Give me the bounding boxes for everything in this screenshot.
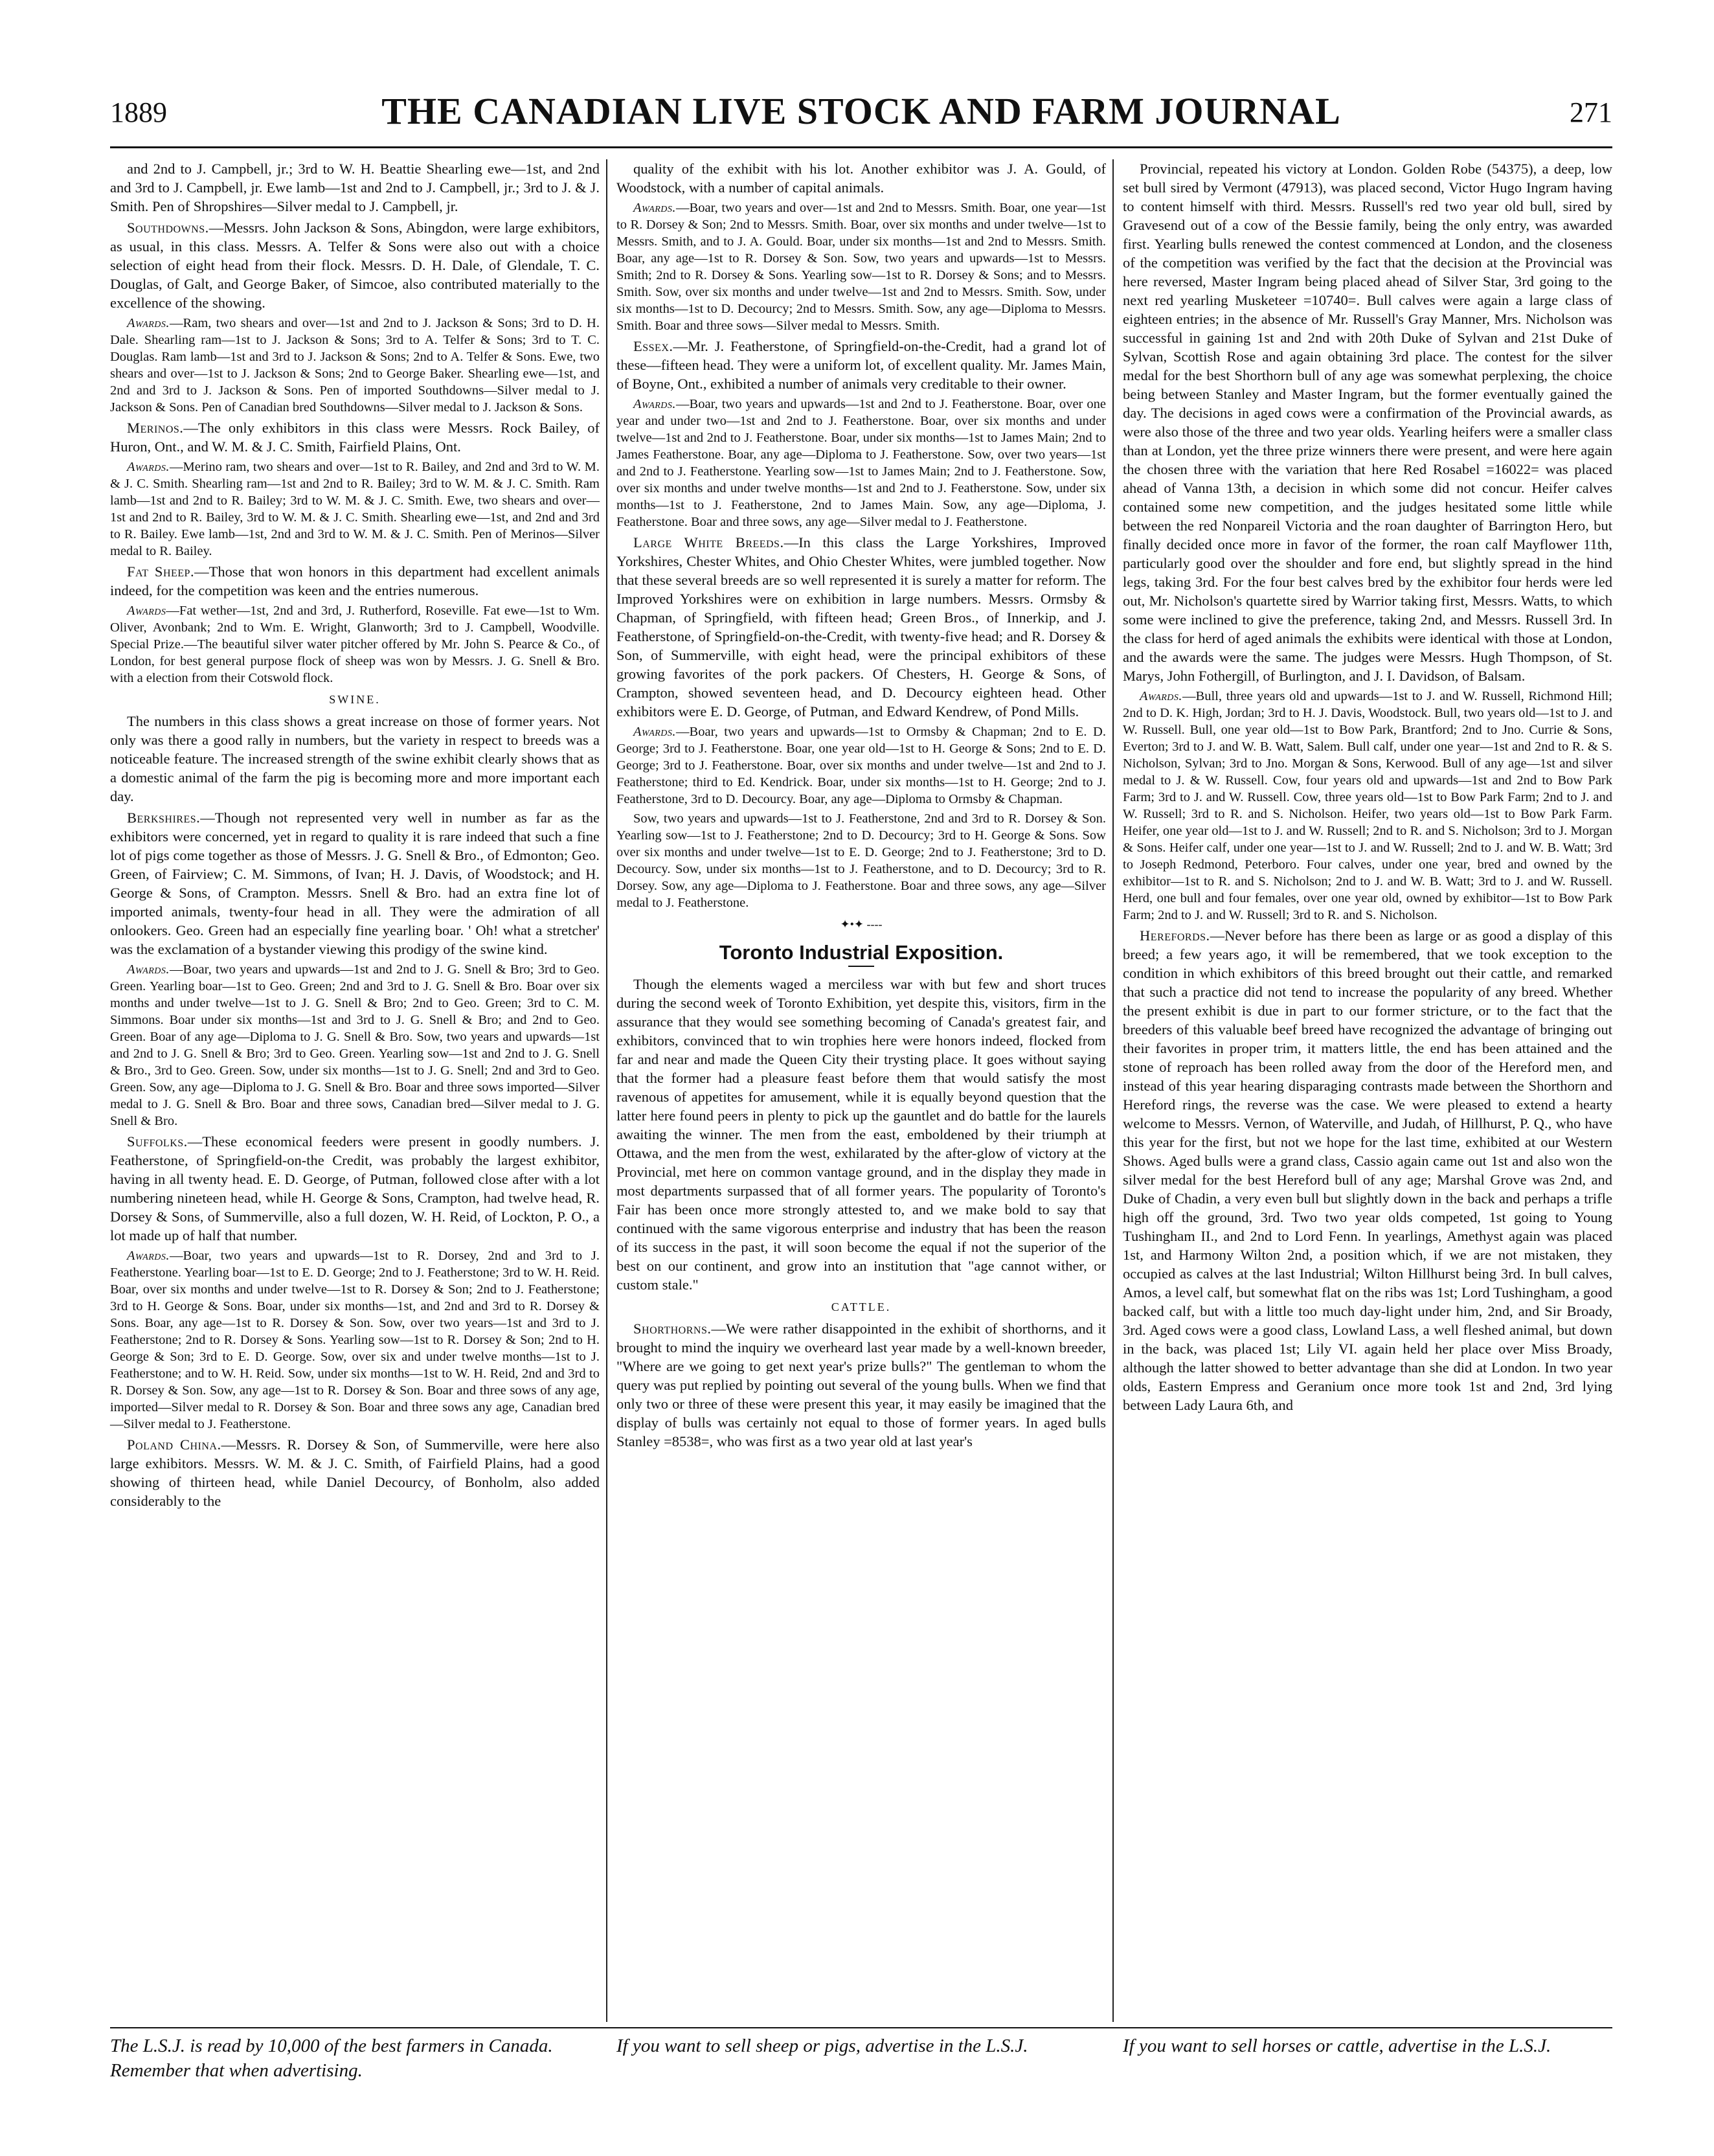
article-paragraph — [110, 1435, 600, 1510]
paragraph-text: —Those that won honors in this department had excellent animals indeed, for the competition was keen and the entries numerous. — [110, 563, 600, 598]
article-paragraph — [616, 533, 1106, 721]
ornament-divider: ✦•✦ ---- — [840, 918, 883, 931]
header-rule — [110, 146, 1612, 148]
paragraph-text: —Messrs. R. Dorsey & Son, of Summerville, were here also large exhibitors. Messrs. W. M. & J. C. Smith, of Fairfield Plains, had a good showing of thirteen head, while Daniel Decourcy, of Bonholm, also added considerably to the — [110, 1436, 600, 1509]
awards-paragraph — [110, 961, 600, 1129]
paragraph-text: —Messrs. John Jackson & Sons, Abingdon, were large exhibitors, as usual, in this class. Messrs. A. Telfer & Sons were also out with a choice selection of eight head from their flock. Messrs. D. H. Dale, of Glendale, T. C. Douglas, of Galt, and George Baker, of Simcoe, also contributed materially to the excellence of the showing. — [110, 220, 600, 311]
paragraph-text: —We were rather disappointed in the exhibit of shorthorns, and it brought to mind the inquiry we overheard last year made by a well-known breeder, "Where are we going to get next year's prize bulls?" The gentleman to whom the query was put replied by pointing out several of the young bulls. When we find that only two or three of these were present this year, it may easily be imagined that the display of bulls was certainly not equal to those of former years. In aged bulls Stanley =8538=, who was first as a two year old at last year's — [616, 1321, 1106, 1449]
column-2-bottom — [616, 975, 1106, 1451]
article-paragraph — [110, 808, 600, 959]
awards-paragraph — [1123, 688, 1612, 924]
paragraph-text: Though the elements waged a merciless war with but few and short truces during the second week of Toronto Exhibition, yet despite this, visitors, firm in the assurance that they would see something becoming of Canada's greatest fair, and exhibitors, convinced that to win trophies here were honors indeed, flocked from far and near and made the Queen City their trysting place. It goes without saying that the former had a pleasure feast before them that would satisfy the most ravenous of appetites for amusement, while it is equally beyond question that the latter here found peers in plenty to pick up the gauntlet and do battle for the laurels awaiting the winner. The men from the east, emboldened by their triumph at Ottawa, and the men from the west, exhilarated by the after-glow of victory at the Provincial, met here on common vantage ground, and in the display they made in most departments surpassed that of all former years. The popularity of Toronto's Fair has been once more strongly attested to, and we make bold to say that continued with the same vigorous enterprise and industry that has been the reason of its success in the past, it will soon become the equal if not the superior of the best on our continent, and grow into an institution that "age cannot wither, or custom stale." — [616, 976, 1106, 1293]
article-paragraph — [110, 712, 600, 806]
paragraph-text: —In this class the Large Yorkshires, Improved Yorkshires, Chester Whites, and Ohio Chester Whites, were jumbled together. Now that these several breeds are so well represented it is surely a matter for reform. The Improved Yorkshires were on exhibition in large numbers. Messrs. Ormsby & Chapman, of Springfield, with fifteen head; Green Bros., of Innerkip, and J. Featherstone, of Springfield-on-the-Credit, with twenty-five head; and R. Dorsey & Son, of Summerville, with eight head, were the principal exhibitors of these growing favorites of the pork packers. Of Chesters, H. George & Sons, of Crampton, showed seventeen head, and D. Decourcy eighteen head. Other exhibitors were E. D. George, of Putman, and Edward Kendrew, of Pond Mills. — [616, 534, 1106, 720]
subsection-heading: SWINE. — [329, 693, 381, 706]
paragraph-text: The numbers in this class shows a great increase on those of former years. Not only was there a good rally in numbers, but the variety in respect to breeds was a noticeable feature. The increased strength of the swine exhibit clearly shows that as a domestic animal of the farm the pig is becoming more and more important each day. — [110, 713, 600, 804]
article-paragraph — [1123, 926, 1612, 1414]
paragraph-text: and 2nd to J. Campbell, jr.; 3rd to W. H. Beattie Shearling ewe—1st, and 2nd and 3rd to J. Campbell, jr. Ewe lamb—1st and 2nd to J. Campbell, jr.; 3rd to J. & J. Smith. Pen of Shropshires—Silver medal to J. Campbell, jr. — [110, 161, 600, 214]
paragraph-lead: Merinos. — [127, 420, 184, 436]
paragraph-lead: Awards. — [127, 460, 170, 474]
section-title: Toronto Industrial Exposition. — [719, 941, 1004, 964]
article-paragraph — [110, 159, 600, 216]
title-rule — [848, 966, 874, 967]
paragraph-lead: Southdowns. — [127, 220, 209, 236]
subsection-heading: CATTLE. — [831, 1300, 892, 1313]
awards-paragraph — [616, 723, 1106, 808]
awards-paragraph — [110, 315, 600, 416]
column-separator — [606, 159, 607, 2022]
footer-middle: If you want to sell sheep or pigs, advertise in the L.S.J. — [616, 2036, 1028, 2056]
footer-right: If you want to sell horses or cattle, advertise in the L.S.J. — [1123, 2036, 1551, 2056]
article-paragraph — [110, 1132, 600, 1245]
paragraph-text: —Fat wether—1st, 2nd and 3rd, J. Rutherford, Roseville. Fat ewe—1st to Wm. Oliver, Avonbank; 2nd to Wm. E. Wright, Glanworth; 3rd to J. Campbell, Woodville. Special Prize.—The beautiful silver water pitcher offered by Mr. John S. Pearce & Co., of London, for best general purpose flock of sheep was won by Messrs. J. G. Snell & Bro. with a election from their Cotswold flock. — [110, 604, 600, 685]
paragraph-text: —The only exhibitors in this class were Messrs. Rock Bailey, of Huron, Ont., and W. M. & J. C. Smith, Fairfield Plains, Ont. — [110, 420, 600, 455]
paragraph-lead: Awards. — [127, 962, 170, 977]
paragraph-text: —Boar, two years and upwards—1st and 2nd to J. Featherstone. Boar, over one year and under two—1st and 2nd to J. Featherstone. Boar, over six months and under twelve—1st and 2nd to J. Featherstone. Boar, under six months—1st to James Main; 2nd to James Featherstone. Boar, any age—Diploma to J. Featherstone. Sow, over two years—1st and 2nd to J. Featherstone. Yearling sow—1st to James Main; 2nd to J. Featherstone. Sow, over six months and under twelve months—1st and 2nd to J. Featherstone. Sow, under six months—1st to J. Featherstone, 2nd to James Main. Sow, any age—Diploma, J. Featherstone. Boar and three sows, any age—Silver medal to J. Featherstone. — [616, 397, 1106, 529]
article-paragraph — [110, 418, 600, 456]
article-paragraph — [110, 218, 600, 312]
paragraph-text: —Boar, two years and upwards—1st and 2nd to J. G. Snell & Bro; 3rd to Geo. Green. Yearling boar—1st to Geo. Green; 2nd and 3rd to J. G. Snell & Bro. Boar over six months and under twelve—1st to J. G. Snell & Bro; 2nd to Geo. Green; 3rd to C. M. Simmons. Boar under six months—1st and 3rd to J. G. Snell & Bro; and 2nd to Geo. Green. Boar of any age—Diploma to J. G. Snell & Bro. Sow, two years and upwards—1st and 2nd to J. G. Snell & Bro; 3rd to Geo. Green. Yearling sow—1st and 2nd to J. G. Snell & Bro., 3rd to Geo. Green. Sow, under six months—1st to J. G. Snell; 2nd and 3rd to Geo. Green. Sow, any age—Diploma to J. G. Snell & Bro. Boar and three sows imported—Silver medal to J. G. Snell & Bro. Boar and three sows, Canadian bred—Silver medal to J. G. Snell & Bro. — [110, 962, 600, 1128]
paragraph-lead: Awards. — [1140, 689, 1183, 703]
awards-paragraph — [616, 396, 1106, 530]
paragraph-text: —Ram, two shears and over—1st and 2nd to J. Jackson & Sons; 3rd to D. H. Dale. Shearling ram—1st to J. Jackson & Sons; 3rd to A. Telfer & Sons; 3rd to T. C. Douglas. Ram lamb—1st and 3rd to J. Jackson & Sons; 2nd to A. Telfer & Sons. Ewe, two shears and over—1st to J. Jackson & Sons; 2nd to George Baker. Shearling ewe—1st, and 2nd and 3rd to J. Jackson & Sons. Pen of imported Southdowns—Silver medal to J. Jackson & Sons. Pen of Canadian bred Southdowns—Silver medal to J. Jackson & Sons. — [110, 316, 600, 414]
awards-paragraph — [616, 810, 1106, 911]
paragraph-lead: Berkshires. — [127, 810, 201, 826]
article-paragraph — [616, 159, 1106, 197]
paragraph-text: —Merino ram, two shears and over—1st to R. Bailey, and 2nd and 3rd to W. M. & J. C. Smith. Shearling ram—1st and 2nd to R. Bailey; 3rd to W. M. & J. C. Smith. Ram lamb—1st and 2nd to R. Bailey; 3rd to W. M. & J. C. Smith. Ewe, two shears and over—1st and 2nd to R. Bailey, 3rd to W. M. & J. C. Smith. Shearling ewe—1st, and 2nd and 3rd to R. Bailey. Ewe lamb—1st, 2nd and 3rd to W. M. & J. C. Smith. Pen of Merinos—Silver medal to R. Bailey. — [110, 460, 600, 558]
column-1 — [110, 159, 600, 1513]
paragraph-text: Sow, two years and upwards—1st to J. Featherstone, 2nd and 3rd to R. Dorsey & Son. Yearling sow—1st to J. Featherstone; 2nd to D. Decourcy; 3rd to H. George & Sons. Sow over six months and under twelve—1st to E. D. George; 2nd to J. Featherstone; 3rd to D. Decourcy. Sow, under six months—1st to J. Featherstone, and to D. Decourcy; 3rd to R. Dorsey. Sow, any age—Diploma to J. Featherstone. Boar and three sows, any age—Silver medal to J. Featherstone. — [616, 811, 1106, 910]
paragraph-text: —Bull, three years old and upwards—1st to J. and W. Russell, Richmond Hill; 2nd to D. K. High, Jordan; 3rd to H. J. Davis, Woodstock. Bull, two years old—1st to J. and W. Russell. Bull, one year old—1st to Bow Park, Brantford; 2nd to Jno. Currie & Sons, Everton; 3rd to J. and W. B. Watt, Salem. Bull calf, under one year—1st and 2nd to R. & S. Nicholson, Sylvan; 3rd to Jno. Morgan & Sons, Kerwood. Bull of any age—1st and silver medal to J. & W. Russell. Cow, four years old and upwards—1st and 2nd to Bow Park Farm; 3rd to J. and W. Russell. Cow, three years old—1st to Bow Park Farm; 2nd to J. and W. Russell; 3rd to R. and S. Nicholson. Heifer, two years old—1st to Bow Park Farm. Heifer, one year old—1st to J. and W. Russell; 2nd to R. and S. Nicholson; 3rd to J. Morgan & Sons. Heifer calf, under one year—1st to J. and W. Russell; 2nd to J. and W. B. Watt; 3rd to Joseph Redmond, Peterboro. Four calves, under one year, bred and owned by the exhibitor—1st to R. and S. Nicholson; 2nd to J. and W. B. Watt; 3rd to J. and W. Russell. Herd, one bull and four females, over one year old, owned by exhibitor—1st to Bow Park Farm; 2nd to J. and W. Russell; 3rd to R. and S. Nicholson. — [1123, 689, 1612, 922]
paragraph-lead: Large White Breeds. — [633, 534, 784, 550]
paragraph-text: —Never before has there been as large or as good a display of this breed; a few years ago, it will be remembered, that we took exception to the condition in which exhibitors of this breed brought out their cattle, and remarked that such a practice did not tend to increase the popularity of any breed. Whether the present exhibit is due in part to our former stricture, or to the fact that the breeders of this valuable beef breed have recognized the advantage of bringing out their favorites in proper trim, it matters little, the end has been attained and the stone of reproach has been rolled away from the door of the Hereford men, and instead of this year hearing disparaging contrasts made between the Shorthorn and Hereford rings, the reverse was the case. We were pleased to extend a hearty welcome to Messrs. Vernon, of Waterville, and Judah, of Hillhurst, P. Q., who have this year for the first, but not we hope for the last time, exhibited at our Western Shows. Aged bulls were a grand class, Cassio again came out 1st and also won the silver medal for the best Hereford bull of any age; Marshal Grove was 2nd, and Duke of Chadin, a very even bull but slightly down in the back and perhaps a trifle high off the ground, 3rd. Two two year olds competed, 1st going to Young Tushingham II., and 2nd to Lord Fenn. In yearlings, Amethyst again was placed 1st, and Harmony Wilton 2nd, a position which, if we are not mistaken, they occupied as calves at the last Industrial; Wilton Hillhurst being 3rd. In bull calves, Amos, a level calf, but somewhat flat on the ribs was 1st; Lord Tushingham, a good backed calf, but with a little too much day-light under him, 2nd, and Sir Broady, 3rd. Aged cows were a good class, Lowland Lass, a well fleshed animal, but down in the back, was placed 1st; Lily VI. again held her place over Miss Broady, although the latter showed to better advantage than she did at London. In two year olds, Eastern Empress and Geranium once more took 1st and 2nd, 3rd lying between Lady Laura 6th, and — [1123, 927, 1612, 1413]
footer-left: The L.S.J. is read by 10,000 of the best farmers in Canada. Remember that when advertising. — [110, 2036, 553, 2081]
paragraph-lead: Poland China. — [127, 1436, 221, 1453]
article-paragraph — [1123, 159, 1612, 685]
paragraph-lead: Suffolks. — [127, 1133, 188, 1150]
paragraph-lead: Fat Sheep. — [127, 563, 195, 580]
paragraph-lead: Awards. — [127, 316, 170, 330]
header-year: 1889 — [110, 96, 167, 128]
paragraph-lead: Shorthorns. — [633, 1321, 712, 1337]
awards-paragraph — [110, 1247, 600, 1433]
paragraph-lead: Herefords. — [1140, 927, 1210, 944]
paragraph-lead: Awards. — [633, 201, 677, 215]
column-separator — [1112, 159, 1114, 2022]
article-paragraph — [110, 562, 600, 600]
paragraph-lead: Awards — [127, 604, 166, 618]
paragraph-lead: Awards. — [633, 397, 677, 411]
footer-rule — [110, 2027, 1612, 2028]
column-2-top — [616, 159, 1106, 911]
paragraph-text: Provincial, repeated his victory at London. Golden Robe (54375), a deep, low set bull sired by Vermont (47913), was placed second, Victor Hugo Ingram having to content himself with third. Messrs. Russell's red two year old bull, sired by Gravesend out of a cow of the Bessie family, being the only entry, was awarded first. Yearling bulls renewed the contest commenced at London, and the closeness of the competition was verified by the fact that the decision at the Provincial was here reversed, Master Ingram being placed ahead of Silver Star, 3rd going to the next red yearling Musketeer =10740=. Bull calves were again a large class of eighteen entries; in the absence of Mr. Russell's Gray Manner, Mrs. Nicholson was successful in gaining 1st and 2nd with 20th Duke of Sylvan and 21st Duke of Sylvan, Scottish Rose and again obtaining 3rd place. The contest for the silver medal for the best Shorthorn bull of any age was somewhat perplexing, the choice being between Stanley and Master Ingram, but the former eventually gained the day. The decisions in aged cows were a confirmation of the Provincial awards, as were also those of the three and two year olds. Yearling heifers were a smaller class than at London, yet the three prize winners there were present, and were here again the chosen three with the variation that here Red Rosabel =16022= was placed ahead of Vanna 13th, a decision in which some did not concur. Heifer calves contained some new competition, and the judges hesitated some little while between the red Nonpareil Victoria and the roan daughter of Barrington Hero, but finally decided once more in favor of the former, the roan calf Mayflower 11th, particularly good over the shoulder and fore end, but slightly spread in the hind legs, taking 3rd. For the four best calves bred by the exhibitor four herds were led out, Mr. Nicholson's quartette sired by Warrior taking first, Messrs. Watts, to which some were inclined to give the preference, taking 2nd, and Messrs. Russell 3rd. In the class for herd of aged animals the exhibits were identical with those at London, and the awards were the same. The judges were Messrs. Hugh Thompson, of St. Marys, John Fothergill, of Burlington, and J. I. Davidson, of Balsam. — [1123, 161, 1612, 684]
paragraph-text: —Mr. J. Featherstone, of Springfield-on-the-Credit, had a grand lot of these—fifteen head. They were a uniform lot, of excellent quality. Mr. James Main, of Boyne, Ont., exhibited a number of animals very creditable to their owner. — [616, 338, 1106, 392]
page-number: 271 — [1570, 96, 1612, 128]
column-2 — [616, 159, 1106, 1453]
column-3 — [1123, 159, 1612, 1417]
paragraph-text: quality of the exhibit with his lot. Another exhibitor was J. A. Gould, of Woodstock, with a number of capital animals. — [616, 161, 1106, 196]
paragraph-text: —Boar, two years and upwards—1st to R. Dorsey, 2nd and 3rd to J. Featherstone. Yearling boar—1st to E. D. George; 2nd to J. Featherstone; 3rd to W. H. Reid. Boar, over six months and under twelve—1st to R. Dorsey & Son; 2nd to J. Featherstone; 3rd to H. George & Sons. Boar, under six months—1st, and 2nd and 3rd to R. Dorsey & Sons. Boar, any age—1st to R. Dorsey & Son. Sow, over two years—1st and 3rd to J. Featherstone; 2nd to R. Dorsey & Sons. Yearling sow—1st to R. Dorsey & Son; 2nd to H. George & Son; 3rd to E. D. George. Sow, over six and under twelve months—1st to J. Featherstone; and to W. H. Reid. Sow, under six months—1st to W. H. Reid, 2nd and 3rd to R. Dorsey & Son. Sow, any age—1st to R. Dorsey & Son. Boar and three sows of any age, imported—Silver medal to R. Dorsey & Son. Boar and three sows any age, Canadian bred—Silver medal to J. Featherstone. — [110, 1249, 600, 1431]
paragraph-text: —These economical feeders were present in goodly numbers. J. Featherstone, of Springfield-on-the Credit, was probably the largest exhibitor, having in all twenty head. E. D. George, of Putman, followed close after with a lot numbering nineteen head, while H. George & Sons, Crampton, had twelve head, R. Dorsey & Sons, of Summerville, also a full dozen, W. H. Reid, of Lockton, P. O., a lot made up of half that number. — [110, 1133, 600, 1243]
paragraph-lead: Awards. — [127, 1249, 170, 1263]
masthead — [110, 89, 1612, 140]
awards-paragraph — [616, 199, 1106, 334]
paragraph-text: —Boar, two years and upwards—1st to Ormsby & Chapman; 2nd to E. D. George; 3rd to J. Featherstone. Boar, one year old—1st to H. George & Sons; 2nd to E. D. George; 3rd to J. Featherstone. Boar, over six months and under twelve—1st and 2nd to J. Featherstone; third to Ed. Kendrick. Boar, under six months—1st to H. George; 2nd to J. Featherstone, 3rd to D. Decourcy. Boar, any age—Diploma to Ormsby & Chapman. — [616, 725, 1106, 806]
paragraph-text: —Boar, two years and over—1st and 2nd to Messrs. Smith. Boar, one year—1st to R. Dorsey & Son; 2nd to Messrs. Smith. Boar, over six months and under twelve—1st to Messrs. Smith, and to J. A. Gould. Boar, under six months—1st and 2nd to Messrs. Smith. Boar, any age—1st to R. Dorsey & Son. Sow, two years and upwards—1st to Messrs. Smith; 2nd to R. Dorsey & Sons. Yearling sow—1st to R. Dorsey & Sons; and to Messrs. Smith. Sow, over six months and under twelve—1st and 2nd to Messrs. Smith. Sow, under six months—1st to D. Decourcy; 2nd to Messrs. Smith. Sow, any age—Diploma to Messrs. Smith. Boar and three sows—Silver medal to Messrs. Smith. — [616, 201, 1106, 333]
paragraph-lead: Awards. — [633, 725, 677, 739]
article-paragraph — [616, 975, 1106, 1294]
article-paragraph — [616, 1319, 1106, 1451]
awards-paragraph — [110, 602, 600, 687]
journal-title: THE CANADIAN LIVE STOCK AND FARM JOURNAL — [381, 90, 1341, 132]
paragraph-lead: Essex. — [633, 338, 673, 354]
paragraph-text: —Though not represented very well in number as far as the exhibitors were concerned, yet in regard to quality it is rare indeed that such a fine lot of pigs come together as those of Messrs. J. G. Snell & Bro., of Edmonton; Geo. Green, of Fairview; C. M. Simmons, of Ivan; H. J. Davis, of Woodstock; and H. George & Sons, of Crampton. Messrs. Snell & Bro. had an extra fine lot of imported animals, twenty-four head in all. They were the admiration of all onlookers. Geo. Green had an especially fine yearling boar. ' Oh! what a stretcher' was the exclamation of a bystander viewing this prodigy of the swine kind. — [110, 810, 600, 957]
article-paragraph — [616, 337, 1106, 393]
awards-paragraph — [110, 459, 600, 560]
